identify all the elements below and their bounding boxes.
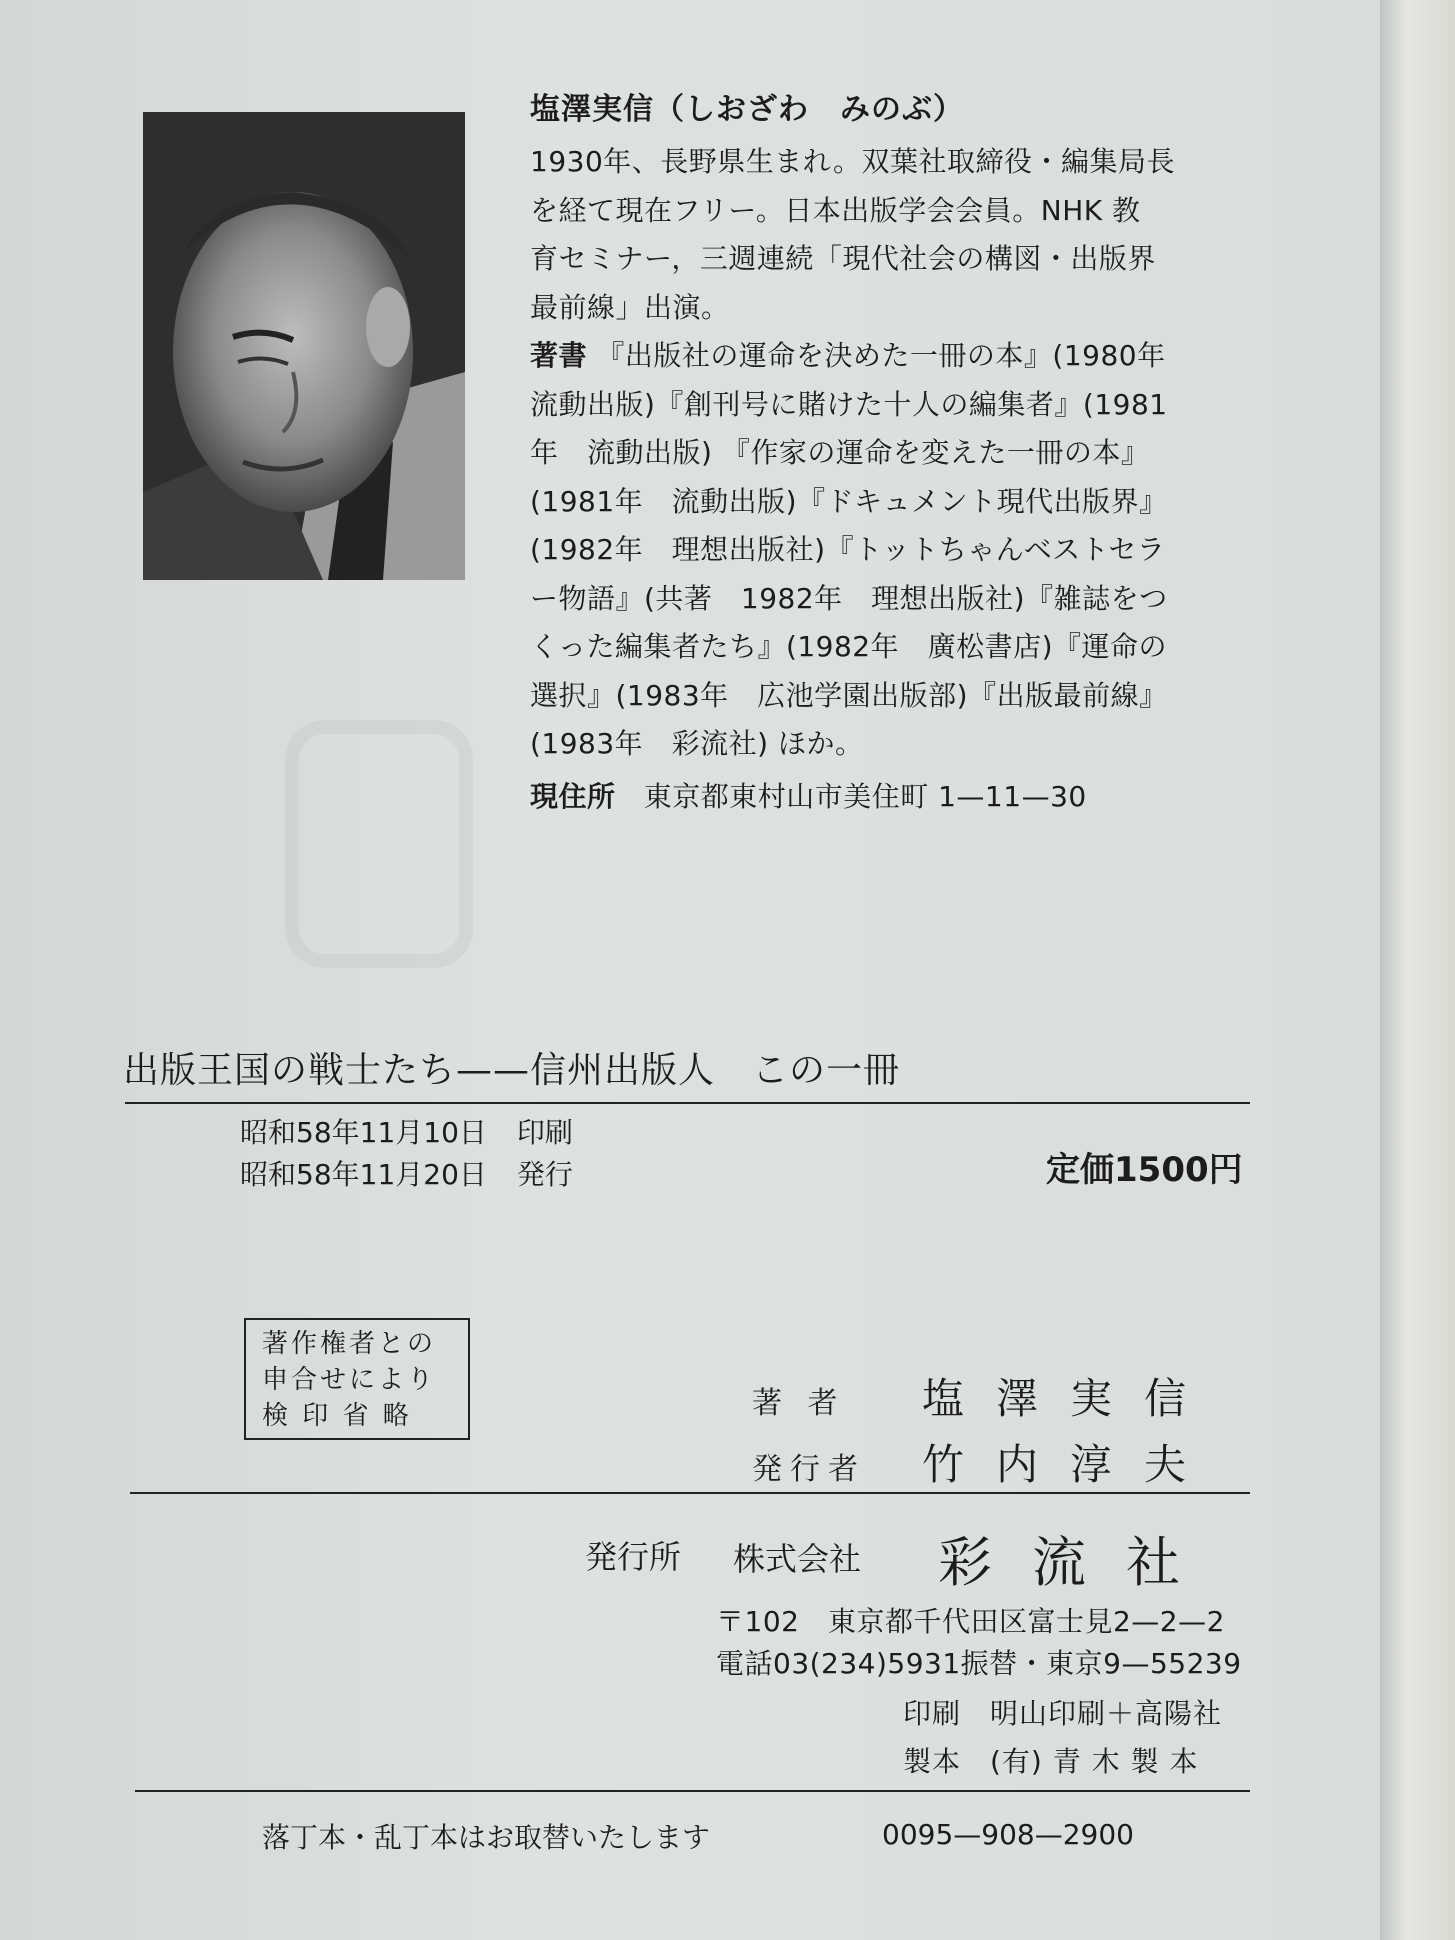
publish-label: 発行 <box>516 1158 573 1191</box>
works-label: 著書 <box>530 339 588 372</box>
show-through-mark <box>285 720 473 968</box>
seal-line: 検 印 省 略 <box>262 1401 412 1431</box>
price: 定価1500円 <box>1046 1150 1243 1190</box>
bio-line: 育セミナー，三週連続「現代社会の構図・出版界 <box>530 242 1156 275</box>
works-text: 『出版社の運命を決めた一冊の本』(1980年 <box>596 339 1166 372</box>
publisher-role: 発行者 <box>752 1452 866 1487</box>
works-line: 年 流動出版) 『作家の運命を変えた一冊の本』 <box>530 436 1150 469</box>
replacement-note: 落丁本・乱丁本はお取替いたします <box>262 1821 711 1854</box>
seal-line: 著作権者との <box>262 1329 437 1359</box>
publisher-company-type: 株式会社 <box>733 1540 862 1578</box>
print-date: 昭和58年11月10日 <box>240 1116 487 1149</box>
author-name-reading: 塩澤実信（しおざわ みのぶ） <box>530 92 964 127</box>
works-line: くった編集者たち』(1982年 廣松書店)『運命の <box>530 630 1168 663</box>
publish-date-line <box>240 1154 573 1196</box>
divider <box>135 1790 1250 1792</box>
author-credit <box>752 1366 1218 1426</box>
address-label: 現住所 <box>530 779 616 813</box>
author-name: 塩澤実信 <box>922 1374 1219 1423</box>
book-code: 0095—908—2900 <box>882 1818 1134 1851</box>
works-line: (1981年 流動出版)『ドキュメント現代出版界』 <box>530 484 1168 518</box>
publish-date: 昭和58年11月20日 <box>240 1158 487 1191</box>
works-line: 選択』(1983年 広池学園出版部)『出版最前線』 <box>530 678 1168 712</box>
author-role: 著 者 <box>752 1386 846 1421</box>
address-line <box>530 773 1250 822</box>
publisher-label: 発行所 <box>585 1538 682 1576</box>
printer: 印刷 明山印刷＋高陽社 <box>903 1697 1223 1730</box>
works-line: ー物語』(共著 1982年 理想出版社)『雑誌をつ <box>530 581 1168 615</box>
page-edge <box>1380 0 1455 1940</box>
divider <box>130 1492 1250 1494</box>
bio-line: を経て現在フリー。日本出版学会会員。NHK 教 <box>530 193 1141 227</box>
print-date-line <box>240 1112 573 1154</box>
publisher-name: 彩流社 <box>938 1531 1220 1594</box>
publication-dates <box>240 1112 573 1196</box>
divider <box>125 1102 1250 1104</box>
binder: 製本 (有) 青 木 製 本 <box>903 1745 1199 1778</box>
publisher-address: 〒102 東京都千代田区富士見2—2—2 <box>716 1605 1225 1638</box>
author-portrait <box>143 112 465 580</box>
bio-line: 最前線」出演。 <box>530 290 730 324</box>
works-line <box>530 332 1250 381</box>
book-title: 出版王国の戦士たち——信州出版人 この一冊 <box>123 1050 901 1091</box>
publisher-phone: 電話03(234)5931振替・東京9—55239 <box>716 1647 1242 1680</box>
author-bio <box>530 88 1250 821</box>
publisher-person-name: 竹内淳夫 <box>922 1440 1219 1489</box>
works-line: (1983年 彩流社) ほか。 <box>530 727 864 760</box>
works-line: (1982年 理想出版社)『トットちゃんベストセラ <box>530 533 1166 566</box>
seal-omitted-box <box>244 1318 470 1440</box>
works-line: 流動出版)『創刊号に賭けた十人の編集者』(1981 <box>530 387 1168 421</box>
publisher-credit <box>752 1432 1218 1492</box>
print-label: 印刷 <box>516 1116 573 1149</box>
seal-line: 申合せにより <box>262 1365 437 1395</box>
address-value: 東京都東村山市美住町 1—11—30 <box>643 779 1087 813</box>
bio-line: 1930年、長野県生まれ。双葉社取締役・編集局長 <box>530 145 1175 178</box>
